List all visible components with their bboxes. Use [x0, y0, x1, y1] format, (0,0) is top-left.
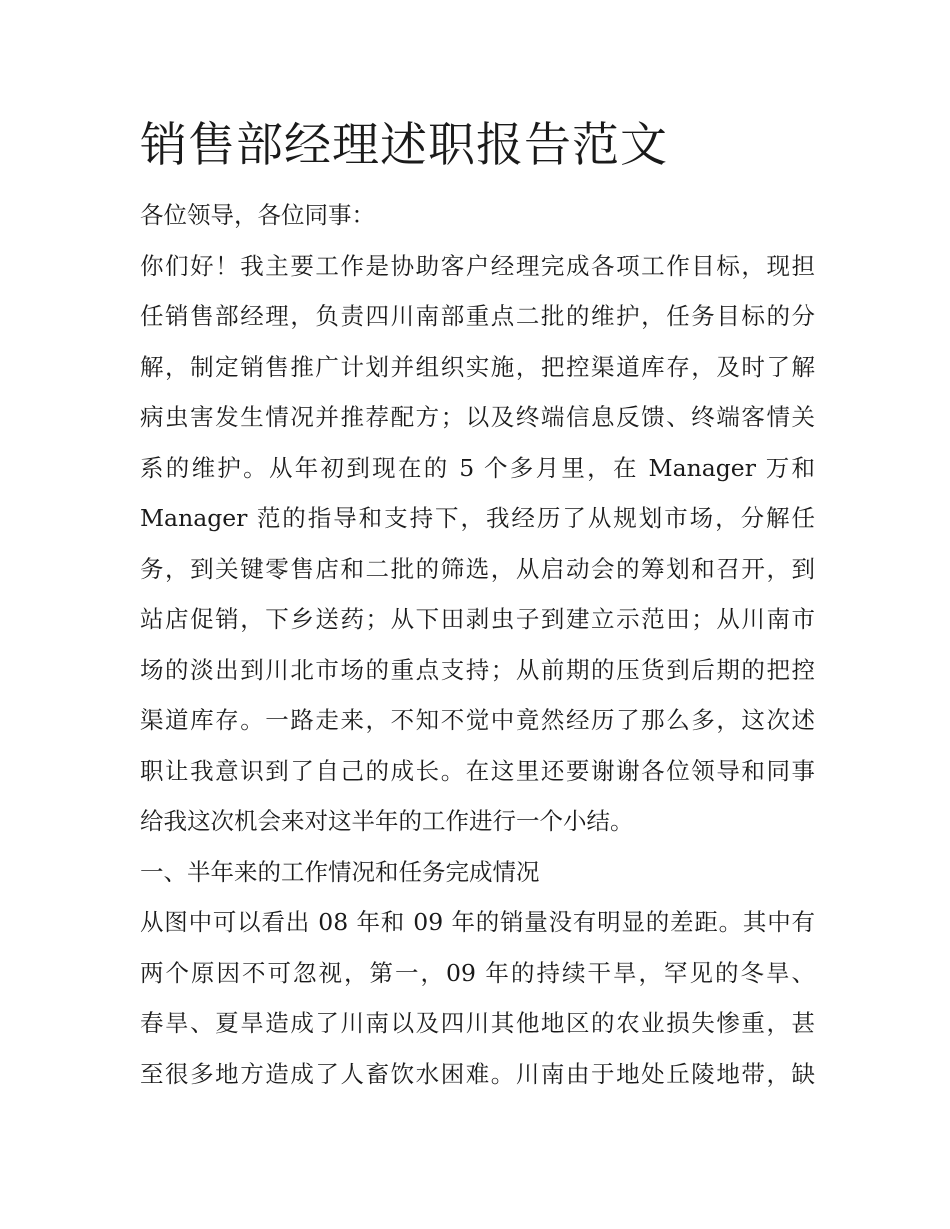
document-title: 销售部经理述职报告范文 [140, 118, 668, 173]
paragraph-line: 从图中可以看出 08 年和 09 年的销量没有明显的差距。其中有 [140, 908, 815, 936]
paragraph-line: 给我这次机会来对这半年的工作进行一个小结。 [140, 807, 634, 835]
paragraph-line: 你们好！我主要工作是协助客户经理完成各项工作目标，现担 [140, 251, 815, 280]
document-page [140, 108, 815, 1099]
paragraph-line: 站店促销，下乡送药；从下田剥虫子到建立示范田；从川南市 [140, 605, 815, 633]
paragraph-line: 春旱、夏旱造成了川南以及四川其他地区的农业损失惨重，甚 [140, 1009, 815, 1037]
paragraph-line: 职让我意识到了自己的成长。在这里还要谢谢各位领导和同事 [140, 756, 815, 785]
paragraph-line: 两个原因不可忽视，第一，09 年的持续干旱，罕见的冬旱、 [140, 958, 815, 987]
section-heading-text: 一、半年来的工作情况和任务完成情况 [140, 857, 540, 886]
greeting [140, 190, 815, 241]
paragraph-line: 任销售部经理，负责四川南部重点二批的维护，任务目标的分 [140, 302, 815, 330]
paragraph-line: 病虫害发生情况并推荐配方；以及终端信息反馈、终端客情关 [140, 403, 815, 431]
paragraph-line: 场的淡出到川北市场的重点支持；从前期的压货到后期的把控 [140, 655, 815, 684]
section-heading [140, 847, 815, 898]
paragraph-sales [140, 897, 815, 1099]
paragraph-line: 系的维护。从年初到现在的 5 个多月里，在 Manager 万和 [140, 453, 815, 482]
paragraph-line: Manager 范的指导和支持下，我经历了从规划市场，分解任 [140, 504, 815, 532]
paragraph-line: 务，到关键零售店和二批的筛选，从启动会的筹划和召开，到 [140, 554, 815, 583]
paragraph-line: 渠道库存。一路走来，不知不觉中竟然经历了那么多，这次述 [140, 706, 815, 734]
paragraph-intro [140, 241, 815, 847]
paragraph-line: 解，制定销售推广计划并组织实施，把控渠道库存，及时了解 [140, 352, 815, 381]
greeting-line: 各位领导，各位同事： [140, 201, 375, 229]
paragraph-line: 至很多地方造成了人畜饮水困难。川南由于地处丘陵地带，缺 [140, 1059, 815, 1088]
